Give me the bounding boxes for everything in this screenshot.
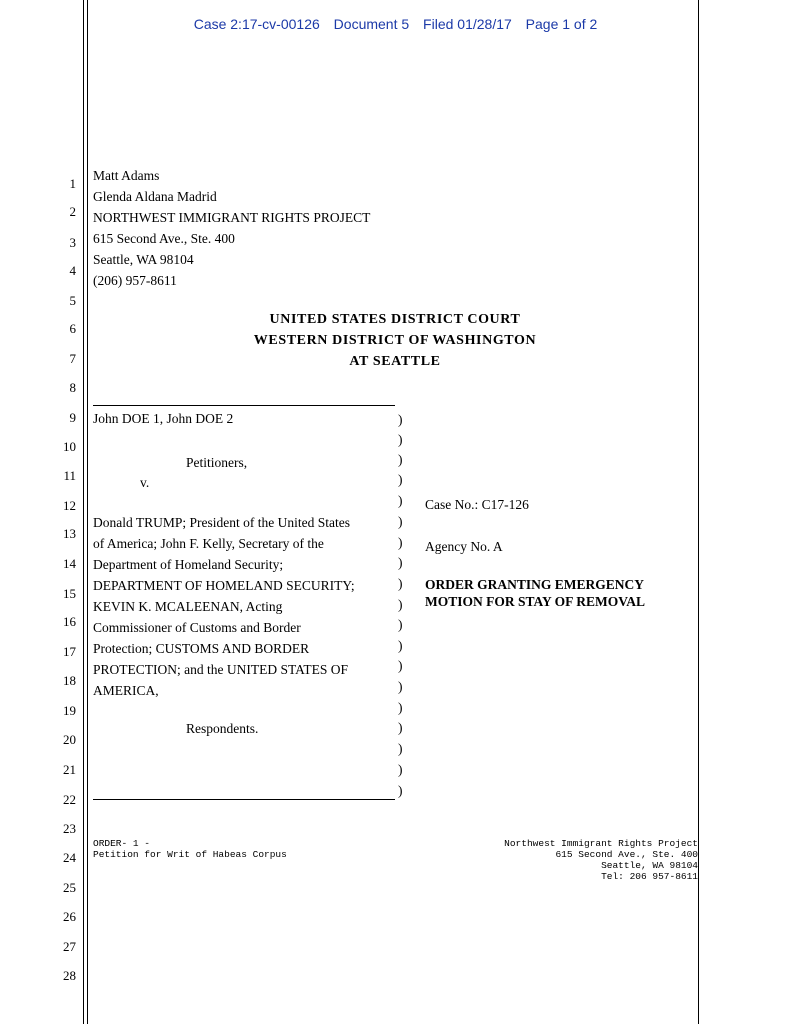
margin-rule-left-outer xyxy=(83,0,84,1024)
caption-paren: ) xyxy=(398,555,403,570)
respondent-line: AMERICA, xyxy=(93,683,159,698)
attorney-address: 615 Second Ave., Ste. 400 xyxy=(93,231,235,246)
respondent-line: Donald TRUMP; President of the United States xyxy=(93,515,350,530)
attorney-name: Glenda Aldana Madrid xyxy=(93,189,217,204)
line-number: 7 xyxy=(69,351,76,366)
caption-paren: ) xyxy=(398,617,403,632)
footer-document-title: Petition for Writ of Habeas Corpus xyxy=(93,849,287,860)
page-count-stamp: Page 1 of 2 xyxy=(525,16,598,32)
line-number: 25 xyxy=(63,880,76,895)
line-number: 10 xyxy=(63,439,76,454)
line-number: 12 xyxy=(63,498,76,513)
line-number: 18 xyxy=(63,673,76,688)
respondent-line: Department of Homeland Security; xyxy=(93,557,284,572)
line-number: 14 xyxy=(63,556,76,571)
respondent-line: KEVIN K. MCALEENAN, Acting xyxy=(93,599,283,614)
margin-rule-left-inner xyxy=(87,0,88,1024)
margin-rule-right xyxy=(698,0,699,1024)
caption-paren: ) xyxy=(398,412,403,427)
petitioners-label: Petitioners, xyxy=(186,455,248,470)
caption-paren: ) xyxy=(398,783,403,798)
court-name: UNITED STATES DISTRICT COURT xyxy=(269,312,521,327)
respondent-line: Commissioner of Customs and Border xyxy=(93,620,301,635)
caption-paren: ) xyxy=(398,741,403,756)
respondents-block xyxy=(93,512,355,701)
caption-paren: ) xyxy=(398,452,403,467)
caption-paren: ) xyxy=(398,638,403,653)
filed-date-stamp: Filed 01/28/17 xyxy=(423,16,512,32)
line-number: 5 xyxy=(69,293,76,308)
footer-city: Seattle, WA 98104 xyxy=(601,860,698,871)
line-number: 9 xyxy=(69,410,76,425)
attorney-phone: (206) 957-8611 xyxy=(93,273,177,288)
line-number: 6 xyxy=(69,321,76,336)
respondent-line: of America; John F. Kelly, Secretary of the xyxy=(93,536,324,551)
footer-organization: Northwest Immigrant Rights Project xyxy=(504,838,698,849)
attorney-block xyxy=(93,165,370,291)
line-number: 1 xyxy=(69,176,76,191)
line-number: 20 xyxy=(63,732,76,747)
order-title xyxy=(425,576,645,610)
caption-paren: ) xyxy=(398,597,403,612)
attorney-organization: NORTHWEST IMMIGRANT RIGHTS PROJECT xyxy=(93,210,371,225)
caption-top-rule xyxy=(93,405,395,406)
respondent-line: PROTECTION; and the UNITED STATES OF xyxy=(93,662,349,677)
agency-number: Agency No. A xyxy=(425,539,503,554)
line-number: 11 xyxy=(63,468,76,483)
petitioner-names: John DOE 1, John DOE 2 xyxy=(93,411,234,426)
line-number: 28 xyxy=(63,968,76,983)
case-number-stamp: Case 2:17-cv-00126 xyxy=(193,16,320,32)
caption-paren: ) xyxy=(398,679,403,694)
caption-paren: ) xyxy=(398,432,403,447)
caption-paren: ) xyxy=(398,576,403,591)
respondent-line: Protection; CUSTOMS AND BORDER xyxy=(93,641,310,656)
caption-paren: ) xyxy=(398,658,403,673)
court-location: AT SEATTLE xyxy=(349,354,441,369)
caption-paren: ) xyxy=(398,700,403,715)
respondents-label: Respondents. xyxy=(186,721,259,736)
caption-paren: ) xyxy=(398,535,403,550)
line-number: 27 xyxy=(63,939,76,954)
court-district: WESTERN DISTRICT OF WASHINGTON xyxy=(253,333,537,348)
caption-paren: ) xyxy=(398,762,403,777)
caption-bottom-rule xyxy=(93,799,395,800)
footer-right xyxy=(504,838,698,882)
footer-document-label: ORDER- 1 - xyxy=(93,838,151,849)
footer-address: 615 Second Ave., Ste. 400 xyxy=(555,849,698,860)
attorney-address: Seattle, WA 98104 xyxy=(93,252,194,267)
document-number-stamp: Document 5 xyxy=(333,16,410,32)
line-number: 24 xyxy=(63,850,76,865)
footer-left xyxy=(93,838,287,860)
line-number: 19 xyxy=(63,703,76,718)
line-number: 17 xyxy=(63,644,76,659)
caption-paren: ) xyxy=(398,514,403,529)
attorney-name: Matt Adams xyxy=(93,168,160,183)
caption-paren: ) xyxy=(398,493,403,508)
line-number: 2 xyxy=(69,204,76,219)
footer-phone: Tel: 206 957-8611 xyxy=(601,871,698,882)
line-number: 8 xyxy=(69,380,76,395)
line-number: 21 xyxy=(63,762,76,777)
line-number: 16 xyxy=(63,614,76,629)
line-number: 3 xyxy=(69,235,76,250)
versus-label: v. xyxy=(140,475,150,490)
line-number: 15 xyxy=(63,586,76,601)
order-title-line: MOTION FOR STAY OF REMOVAL xyxy=(425,594,646,609)
caption-paren: ) xyxy=(398,472,403,487)
line-number: 4 xyxy=(69,263,76,278)
order-title-line: ORDER GRANTING EMERGENCY xyxy=(425,577,645,592)
case-number: Case No.: C17-126 xyxy=(425,497,529,512)
respondent-line: DEPARTMENT OF HOMELAND SECURITY; xyxy=(93,578,355,593)
filing-stamp xyxy=(0,16,791,32)
caption-paren: ) xyxy=(398,720,403,735)
court-heading xyxy=(93,309,697,372)
line-number: 23 xyxy=(63,821,76,836)
line-number: 13 xyxy=(63,526,76,541)
line-number: 26 xyxy=(63,909,76,924)
line-number: 22 xyxy=(63,792,76,807)
